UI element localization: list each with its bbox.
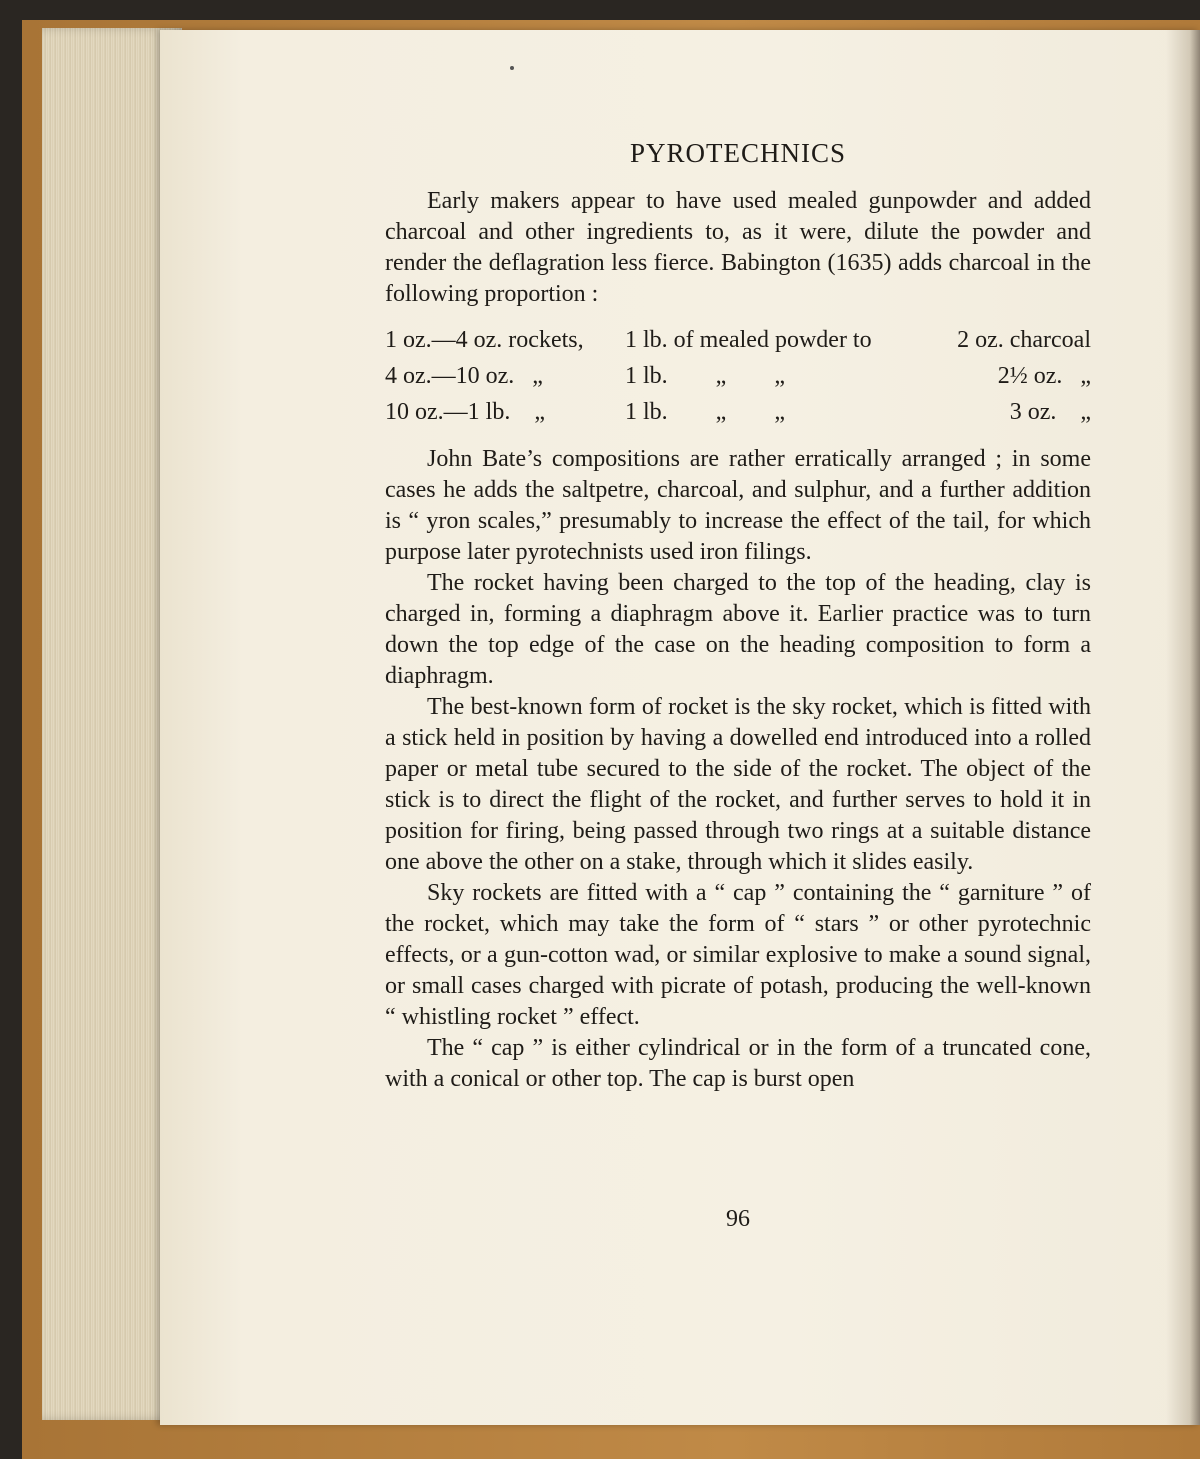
table-cell: 1 lb. of mealed powder to bbox=[625, 326, 872, 353]
table-cell: 3 oz. „ bbox=[1009, 398, 1091, 425]
proportion-table bbox=[385, 322, 1091, 430]
paragraph: The “ cap ” is either cylindrical or in the form of a truncated cone, with a conical or other top. The cap is burst open bbox=[385, 1035, 1091, 1092]
page-number: 96 bbox=[726, 1206, 750, 1232]
table-cell: 1 lb. „ „ bbox=[625, 362, 785, 389]
running-head: PYROTECHNICS bbox=[629, 138, 847, 168]
table-cell: 10 oz.—1 lb. „ bbox=[385, 398, 545, 425]
paragraph: The best-known form of rocket is the sky rocket, which is fitted with a stick held in position by having a dowelled end introduced into a rolled paper or metal tube secured to the side of the rocket. The object of the stick is to direct the flight of the rocket, and further serves to hold it in position for firing, being passed through two rings at a suitable distance one above the other on a stake, through which it slides easily. bbox=[385, 694, 1091, 875]
table-row bbox=[385, 394, 1091, 430]
paragraph: John Bate’s compositions are rather erratically arranged ; in some cases he adds the saltpetre, charcoal, and sulphur, and a further addition is “ yron scales,” presumably to increase the effect of the tail, for which purpose later pyrotechnists used iron filings. bbox=[385, 446, 1091, 565]
paragraph: Early makers appear to have used mealed gunpowder and added charcoal and other ingredients to, as it were, dilute the powder and render the deflagration less fierce. Babington (1635) adds charcoal in the following proportion : bbox=[385, 188, 1091, 307]
table-cell: 2½ oz. „ bbox=[997, 362, 1091, 389]
table-row bbox=[385, 322, 1091, 358]
table-row bbox=[385, 358, 1091, 394]
table-cell: 1 oz.—4 oz. rockets, bbox=[385, 326, 584, 353]
page-gutter-shadow bbox=[1166, 30, 1200, 1425]
table-cell: 4 oz.—10 oz. „ bbox=[385, 362, 543, 389]
body-text bbox=[385, 186, 1091, 1095]
table-cell: 1 lb. „ „ bbox=[625, 398, 785, 425]
paragraph: Sky rockets are fitted with a “ cap ” containing the “ garniture ” of the rocket, which may take the form of “ stars ” or other pyrotechnic effects, or a gun-cotton wad, or similar explosive to make a sound signal, or small cases charged with picrate of potash, producing the well-known “ whistling rocket ” effect. bbox=[385, 880, 1091, 1030]
ink-mark bbox=[510, 66, 514, 70]
paragraph: The rocket having been charged to the top of the heading, clay is charged in, forming a diaphragm above it. Earlier practice was to turn down the top edge of the case on the heading composition to form a diaphragm. bbox=[385, 570, 1091, 689]
table-cell: 2 oz. charcoal bbox=[957, 326, 1091, 353]
